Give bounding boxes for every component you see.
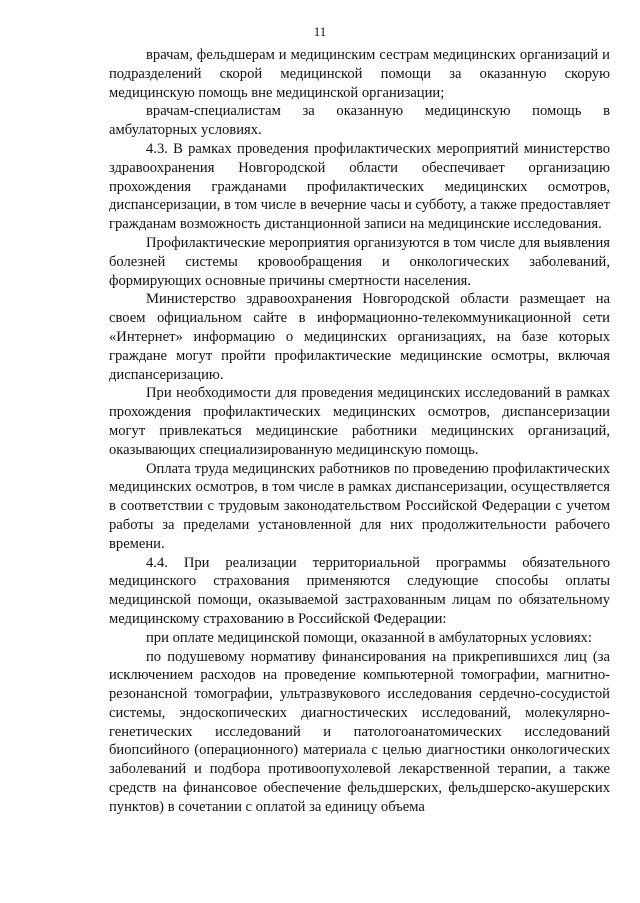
paragraph-medical-staff: При необходимости для проведения медицинских исследований в рамках прохождения профилактических медицинских осмотров, диспансеризации могут привлекаться медицинские работники медицинских организаций, оказывающих специализированную медицинскую помощь. (109, 385, 610, 458)
paragraph-preventive-measures: Профилактические мероприятия организуются в том числе для выявления болезней системы кровообращения и онкологических заболеваний, формирующих основные причины смертности населения. (109, 234, 610, 289)
page-number: 11 (313, 24, 327, 39)
paragraph-ministry-website: Министерство здравоохранения Новгородской области размещает на своем официальном сайте в информационно-телекоммуникационной сети «Интернет» информацию о медицинских организациях, на базе которых граждане могут пройти профилактические медицинские осмотры, включая диспансеризацию. (109, 291, 610, 383)
paragraph-labor-payment: Оплата труда медицинских работников по проведению профилактических медицинских осмотров, в том числе в рамках диспансеризации, осуществляется в соответствии с трудовым законодательством Российской Федерации с учетом работы за пределами установленной для них продолжительности рабочего времени. (109, 460, 610, 552)
paragraph-doctors-ambulance: врачам, фельдшерам и медицинским сестрам медицинских организаций и подразделений скорой медицинской помощи за оказанную скорую медицинскую помощь вне медицинской организации; (109, 47, 610, 101)
paragraph-4-4: 4.4. При реализации территориальной программы обязательного медицинского страхования применяются следующие способы оплаты медицинской помощи, оказываемой застрахованным лицам по обязательному медицинскому страхованию в Российской Федерации: (109, 554, 610, 627)
body-text (109, 46, 610, 817)
paragraph-ambulatory-payment: при оплате медицинской помощи, оказанной в амбулаторных условиях: (146, 629, 592, 646)
paragraph-specialists: врачам-специалистам за оказанную медицинскую помощь в амбулаторных условиях. (109, 103, 610, 139)
paragraph-4-3: 4.3. В рамках проведения профилактических мероприятий министерство здравоохранения Новгородской области обеспечивает организацию прохождения гражданами профилактических медицинских осмотров, диспансеризации, в том числе в вечерние часы и субботу, а также предоставляет гражданам возможность дистанционной записи на медицинские исследования. (109, 140, 610, 233)
paragraph-per-capita-standard: по подушевому нормативу финансирования на прикрепившихся лиц (за исключением расходов на проведение компьютерной томографии, магнитно-резонансной томографии, ультразвукового исследования сердечно-сосудистой системы, эндоскопических диагностических исследований, молекулярно-генетических исследований и патологоанатомических исследований биопсийного (операционного) материала с целью диагностики онкологических заболеваний и подбора противоопухолевой лекарственной терапии, а также средств на финансовое обеспечение фельдшерских, фельдшерско-акушерских пунктов) в сочетании с оплатой за единицу объема (109, 648, 610, 815)
